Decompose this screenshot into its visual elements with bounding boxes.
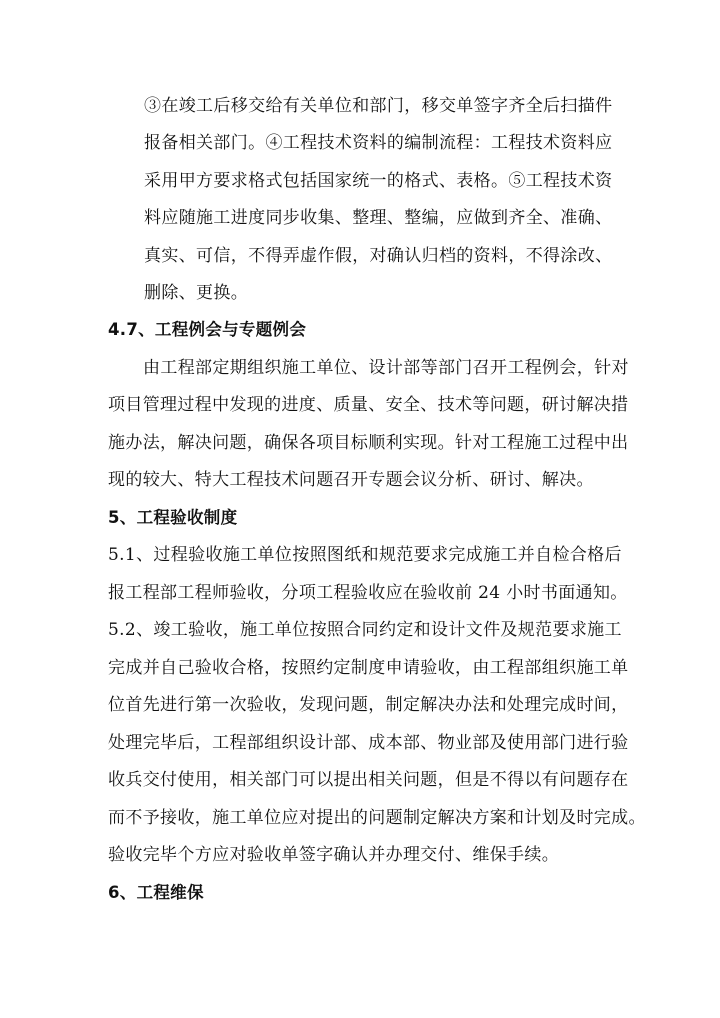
text-line: 收兵交付使用，相关部门可以提出相关问题，但是不得以有问题存在 [108, 770, 629, 790]
text-line: 采用甲方要求格式包括国家统一的格式、表格。⑤工程技术资 [144, 171, 613, 191]
text-line: 5.2、竣工验收，施工单位按照合同约定和设计文件及规范要求施工 [108, 620, 622, 640]
text-line: 验收完毕个方应对验收单签字确认并办理交付、维保手续。 [108, 845, 560, 865]
text-line: 5.1、过程验收施工单位按照图纸和规范要求完成施工并自检合格后 [108, 545, 622, 565]
text-line: 项目管理过程中发现的进度、质量、安全、技术等问题，研讨解决措 [108, 395, 629, 415]
text-line: 位首先进行第一次验收，发现问题，制定解决办法和处理完成时间， [108, 695, 629, 715]
text-line: 施办法，解决问题，确保各项目标顺利实现。针对工程施工过程中出 [108, 433, 629, 453]
section-heading-6: 6、工程维保 [108, 883, 204, 902]
text-line: 而不予接收，施工单位应对提出的问题制定解决方案和计划及时完成。 [108, 808, 646, 828]
text-line: 删除、更换。 [144, 283, 249, 303]
text-line: ③在竣工后移交给有关单位和部门，移交单签字齐全后扫描件 [144, 96, 613, 116]
text-line: 由工程部定期组织施工单位、设计部等部门召开工程例会，针对 [143, 358, 629, 378]
text-line: 报备相关部门。④工程技术资料的编制流程：工程技术资料应 [144, 133, 613, 153]
text-line: 报工程部工程师验收，分项工程验收应在验收前 24 小时书面通知。 [108, 583, 628, 603]
text-line: 处理完毕后，工程部组织设计部、成本部、物业部及使用部门进行验 [108, 733, 629, 753]
text-line: 真实、可信，不得弄虚作假，对确认归档的资料，不得涂改、 [144, 246, 613, 266]
section-heading-4-7: 4.7、工程例会与专题例会 [108, 320, 307, 339]
text-line: 料应随施工进度同步收集、整理、整编，应做到齐全、准确、 [144, 208, 613, 228]
text-line: 现的较大、特大工程技术问题召开专题会议分析、研讨、解决。 [108, 470, 594, 490]
text-line: 完成并自己验收合格，按照约定制度申请验收，由工程部组织施工单 [108, 658, 629, 678]
section-heading-5: 5、工程验收制度 [108, 508, 238, 527]
